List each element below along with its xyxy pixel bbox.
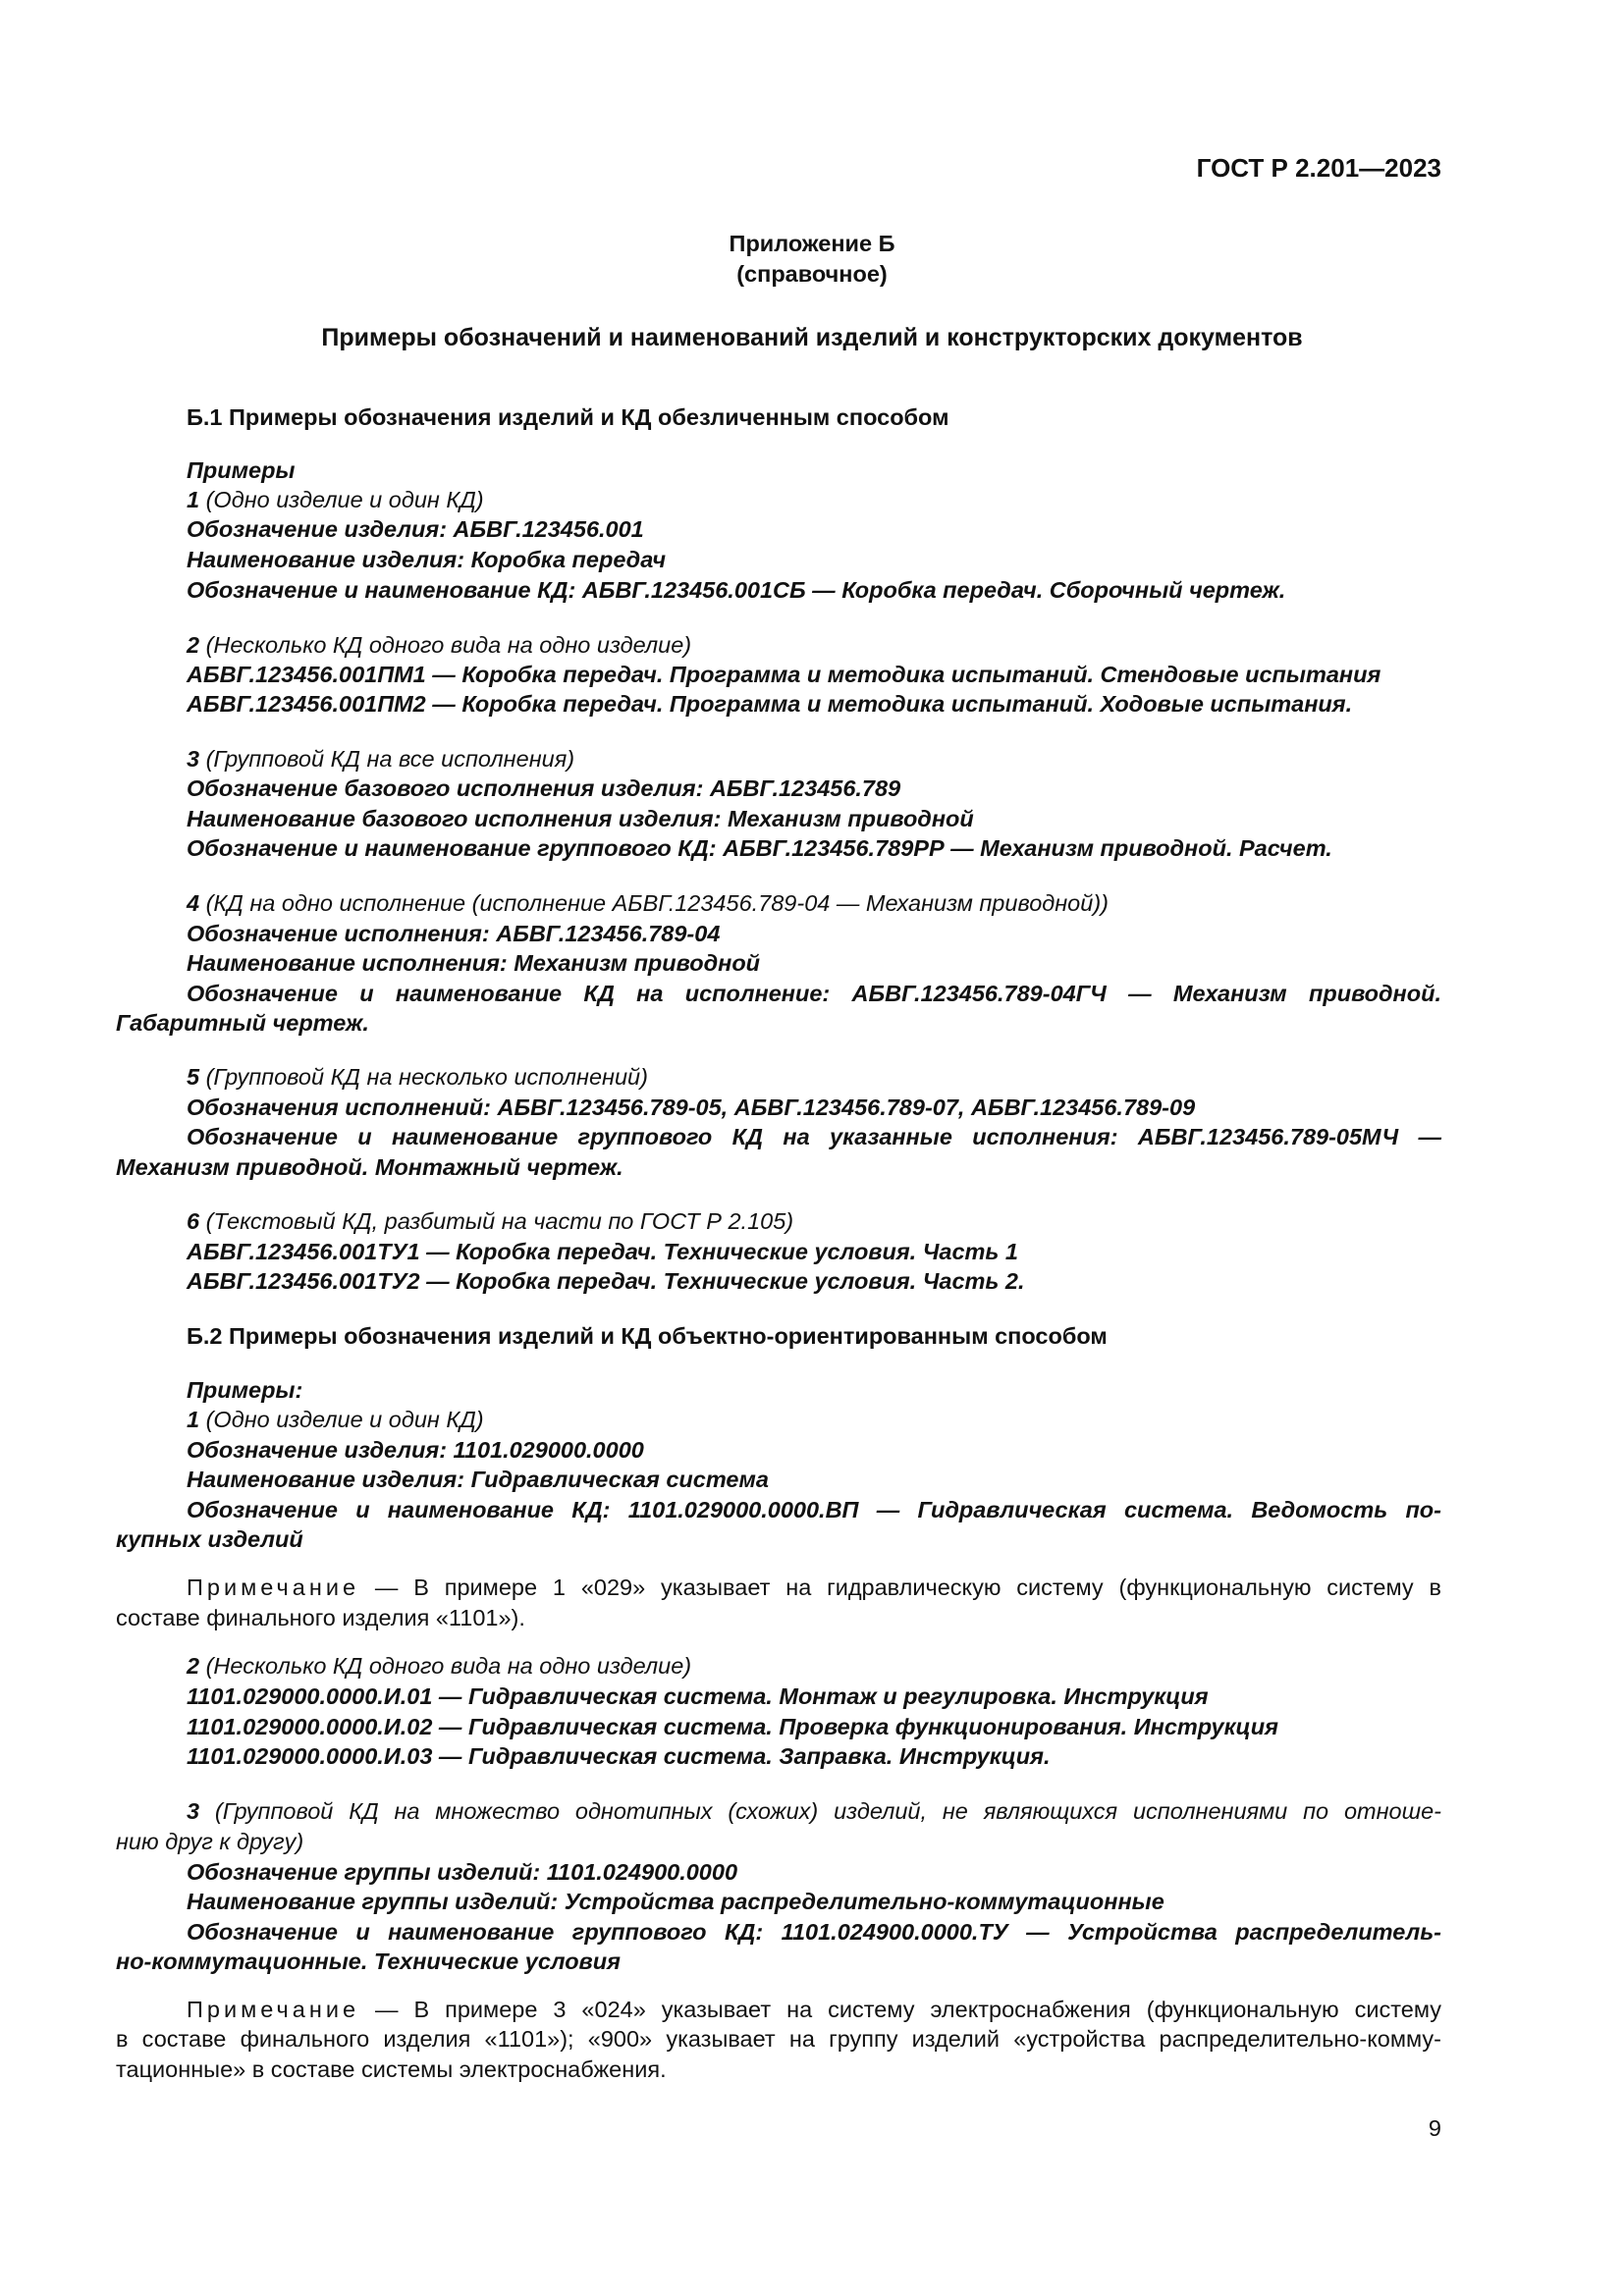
standard-header: ГОСТ Р 2.201—2023	[1196, 153, 1441, 183]
example-line: Наименование исполнения: Механизм приводной	[187, 950, 761, 976]
example-number: 6	[187, 1208, 200, 1234]
example-line: Обозначение и наименование группового КД: 1101.024900.0000.ТУ — Устройства распределитель-	[187, 1919, 1441, 1945]
example-line: Наименование изделия: Гидравлическая система	[187, 1467, 769, 1492]
example-line: АБВГ.123456.001ПМ2 — Коробка передач. Программа и методика испытаний. Ходовые испытания.	[187, 691, 1353, 717]
example-line: Обозначение и наименование КД: АБВГ.123456.001СБ — Коробка передач. Сборочный чертеж.	[187, 577, 1286, 603]
note-text: — В примере 1 «029» указывает на гидравлическую систему (функциональную систему в	[359, 1575, 1441, 1600]
example-line: Обозначение и наименование КД: 1101.029000.0000.ВП — Гидравлическая система. Ведомость по-	[187, 1497, 1441, 1522]
note-text-continued: составе финального изделия «1101»).	[116, 1605, 525, 1630]
example-caption: (Групповой КД на множество однотипных (схожих) изделий, не являющихся исполнениями по отноше-	[199, 1798, 1441, 1824]
example-line: Обозначение изделия: АБВГ.123456.001	[187, 516, 644, 542]
example-line-continued: но-коммутационные. Технические условия	[116, 1949, 621, 1974]
example-note	[187, 1066, 648, 1090]
examples-intro: Примеры	[187, 457, 296, 483]
example-note	[187, 489, 484, 512]
example-line: Обозначения исполнений: АБВГ.123456.789-05, АБВГ.123456.789-07, АБВГ.123456.789-09	[187, 1095, 1196, 1120]
example-line: Обозначение базового исполнения изделия: АБВГ.123456.789	[187, 775, 901, 801]
appendix-kind: (справочное)	[736, 261, 888, 287]
example-line: Обозначение группы изделий: 1101.024900.0000	[187, 1859, 738, 1885]
example-note	[187, 1210, 793, 1234]
example-line: 1101.029000.0000.И.02 — Гидравлическая система. Проверка функционирования. Инструкция	[187, 1714, 1278, 1739]
example-line: Обозначение изделия: 1101.029000.0000	[187, 1437, 644, 1463]
example-number: 2	[187, 632, 200, 658]
example-caption: (Одно изделие и один КД)	[199, 1407, 484, 1432]
example-line: Обозначение и наименование группового КД на указанные исполнения: АБВГ.123456.789-05МЧ —	[187, 1124, 1441, 1149]
example-number: 1	[187, 1407, 200, 1432]
section-b1-heading: Б.1 Примеры обозначения изделий и КД обезличенным способом	[187, 404, 949, 430]
example-line: Наименование изделия: Коробка передач	[187, 547, 667, 572]
page-number: 9	[1428, 2115, 1441, 2141]
example-caption: (Одно изделие и один КД)	[199, 487, 484, 512]
example-caption-continued: нию друг к другу)	[116, 1829, 304, 1854]
example-line-continued: купных изделий	[116, 1526, 303, 1552]
example-line: Обозначение и наименование группового КД: АБВГ.123456.789РР — Механизм приводной. Расчет.	[187, 835, 1332, 861]
appendix-heading: Примеры обозначений и наименований изделий и конструкторских документов	[321, 324, 1303, 351]
example-line-continued: Габаритный чертеж.	[116, 1010, 369, 1036]
example-note	[187, 1655, 691, 1679]
appendix-title: Приложение Б	[729, 231, 895, 256]
note-text-continued: тационные» в составе системы электроснабжения.	[116, 2056, 667, 2082]
example-note	[187, 748, 574, 772]
example-number: 3	[187, 1798, 200, 1824]
note-label: Примечание	[187, 1575, 360, 1600]
example-line: Обозначение исполнения: АБВГ.123456.789-04	[187, 921, 721, 946]
example-line: Наименование базового исполнения изделия: Механизм приводной	[187, 806, 974, 831]
example-line: АБВГ.123456.001ТУ1 — Коробка передач. Технические условия. Часть 1	[187, 1239, 1018, 1264]
example-number: 5	[187, 1064, 200, 1090]
note-text: — В примере 3 «024» указывает на систему электроснабжения (функциональную систему	[359, 1997, 1441, 2022]
example-line: 1101.029000.0000.И.01 — Гидравлическая система. Монтаж и регулировка. Инструкция	[187, 1683, 1209, 1709]
example-caption: (КД на одно исполнение (исполнение АБВГ.123456.789-04 — Механизм приводной))	[199, 890, 1109, 916]
example-caption: (Несколько КД одного вида на одно изделие)	[199, 632, 692, 658]
example-line: АБВГ.123456.001ТУ2 — Коробка передач. Технические условия. Часть 2.	[187, 1268, 1025, 1294]
example-number: 4	[187, 890, 200, 916]
example-line-continued: Механизм приводной. Монтажный чертеж.	[116, 1154, 623, 1180]
example-caption: (Текстовый КД, разбитый на части по ГОСТ Р 2.105)	[199, 1208, 794, 1234]
example-caption: (Групповой КД на несколько исполнений)	[199, 1064, 648, 1090]
example-line: 1101.029000.0000.И.03 — Гидравлическая система. Заправка. Инструкция.	[187, 1743, 1051, 1769]
example-note	[187, 892, 1109, 916]
note-paragraph	[187, 1576, 1441, 1600]
section-b2-heading: Б.2 Примеры обозначения изделий и КД объектно-ориентированным способом	[187, 1323, 1108, 1349]
examples-intro: Примеры:	[187, 1377, 303, 1403]
example-number: 3	[187, 746, 200, 772]
example-caption: (Несколько КД одного вида на одно изделие)	[199, 1653, 692, 1679]
example-caption: (Групповой КД на все исполнения)	[199, 746, 575, 772]
note-label: Примечание	[187, 1997, 360, 2022]
example-line: Обозначение и наименование КД на исполнение: АБВГ.123456.789-04ГЧ — Механизм приводной.	[187, 981, 1441, 1006]
example-note	[187, 1409, 484, 1432]
example-note	[187, 1800, 1441, 1824]
example-number: 2	[187, 1653, 200, 1679]
example-line: Наименование группы изделий: Устройства распределительно-коммутационные	[187, 1889, 1164, 1914]
example-line: АБВГ.123456.001ПМ1 — Коробка передач. Программа и методика испытаний. Стендовые испытания	[187, 662, 1381, 687]
example-note	[187, 634, 691, 658]
example-number: 1	[187, 487, 200, 512]
note-text-continued: в составе финального изделия «1101»); «900» указывает на группу изделий «устройства распределительно-комму-	[116, 2026, 1441, 2052]
note-paragraph	[187, 1999, 1441, 2022]
